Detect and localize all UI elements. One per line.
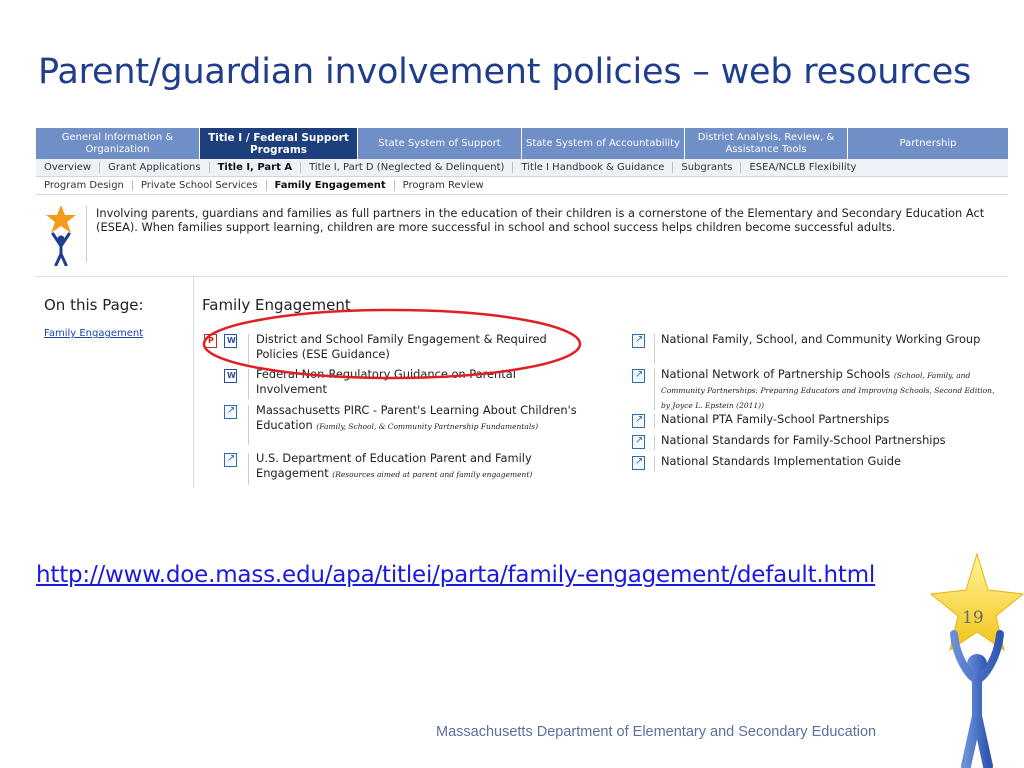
resource-link-text[interactable]: National Standards for Family-School Partnerships: [661, 433, 946, 447]
resource-national-pta[interactable]: [630, 412, 1000, 430]
external-link-icon: [632, 334, 645, 348]
resource-massachusetts-pirc[interactable]: [204, 403, 594, 447]
tab-title-i-federal-support[interactable]: Title I / Federal Support Programs: [200, 128, 358, 159]
website-screenshot: [36, 128, 1008, 488]
top-navigation: [36, 128, 1008, 159]
external-link-icon: [632, 369, 645, 383]
resource-link-text[interactable]: National PTA Family-School Partnerships: [661, 412, 890, 426]
subnav-title-i-part-a[interactable]: Title I, Part A: [210, 162, 301, 173]
tab-general-information[interactable]: General Information & Organization: [36, 128, 200, 159]
resource-national-standards[interactable]: [630, 433, 1000, 451]
resource-link-text[interactable]: Federal Non-Regulatory Guidance on Parental Involvement: [256, 367, 516, 396]
resource-national-network-partnership-schools[interactable]: [630, 367, 1000, 413]
subnav-esea-flexibility[interactable]: ESEA/NCLB Flexibility: [749, 162, 857, 173]
slide-title: Parent/guardian involvement policies – web resources: [38, 52, 972, 92]
external-link-icon: [224, 405, 237, 419]
resource-note: (School, Family, and Community Partnerships: Preparing Educators and Improving Schools, Second Edition, by Joyce L. Epstein (2011)): [661, 371, 995, 410]
resource-link-text[interactable]: National Network of Partnership Schools (School, Family, and Community Partnerships: Preparing Educators and Improving Schools, Second Edition, by Joyce L. Epstein (2011)): [661, 367, 995, 410]
external-link-icon: [632, 414, 645, 428]
tab-partnership[interactable]: Partnership: [848, 128, 1008, 159]
resource-us-department-of-education[interactable]: [204, 451, 594, 487]
tab-state-system-of-accountability[interactable]: State System of Accountability: [522, 128, 685, 159]
resource-link-text[interactable]: District and School Family Engagement & Required Policies (ESE Guidance): [256, 332, 547, 361]
resource-national-family-working-group[interactable]: [630, 332, 1000, 366]
resource-implementation-guide[interactable]: [630, 454, 1000, 472]
tab-district-analysis[interactable]: District Analysis, Review, & Assistance Tools: [685, 128, 848, 159]
family-engagement-anchor-link[interactable]: Family Engagement: [44, 328, 144, 339]
external-link-icon: [632, 456, 645, 470]
family-engagement-heading: Family Engagement: [202, 296, 351, 314]
subnav-grant-applications[interactable]: Grant Applications: [100, 162, 210, 173]
resource-link-text[interactable]: Massachusetts PIRC - Parent's Learning About Children's Education (Family, School, & Community Partnership Fundamentals): [256, 403, 577, 432]
family-engagement-url-link[interactable]: http://www.doe.mass.edu/apa/titlei/parta/family-engagement/default.html: [36, 562, 876, 588]
external-link-icon: [224, 453, 237, 467]
resource-note: (Family, School, & Community Partnership Fundamentals): [316, 422, 539, 431]
star-person-icon: [44, 204, 78, 266]
on-this-page-title: On this Page:: [44, 296, 144, 314]
subnav-title-i-part-d[interactable]: Title I, Part D (Neglected & Delinquent): [301, 162, 513, 173]
subnav-subgrants[interactable]: Subgrants: [673, 162, 741, 173]
subnav-program-design[interactable]: Program Design: [36, 180, 133, 191]
sub-navigation-1: [36, 159, 1008, 177]
footer-organization: Massachusetts Department of Elementary and Secondary Education: [436, 724, 877, 740]
resource-link-text[interactable]: National Standards Implementation Guide: [661, 454, 901, 468]
resource-note: (Resources aimed at parent and family engagement): [332, 470, 533, 479]
subnav-family-engagement[interactable]: Family Engagement: [267, 180, 395, 191]
subnav-overview[interactable]: Overview: [36, 162, 100, 173]
sub-navigation-2: [36, 177, 1008, 195]
subnav-private-school-services[interactable]: Private School Services: [133, 180, 267, 191]
highlight-oval: [196, 306, 586, 382]
page-number: 19: [962, 608, 984, 628]
external-link-icon: [632, 435, 645, 449]
intro-section: [36, 198, 1008, 277]
intro-text: Involving parents, guardians and families as full partners in the education of their children is a cornerstone of the Elementary and Secondary Education Act (ESEA). When families support learning, children are more successful in school and school success helps children become successful adults.: [96, 206, 985, 234]
star-person-illustration: [930, 552, 1024, 768]
resource-link-text[interactable]: National Family, School, and Community Working Group: [661, 332, 981, 346]
subnav-handbook[interactable]: Title I Handbook & Guidance: [513, 162, 673, 173]
subnav-program-review[interactable]: Program Review: [402, 180, 484, 191]
tab-state-system-of-support[interactable]: State System of Support: [358, 128, 522, 159]
resource-link-text[interactable]: U.S. Department of Education Parent and Family Engagement (Resources aimed at parent and family engagement): [256, 451, 533, 480]
